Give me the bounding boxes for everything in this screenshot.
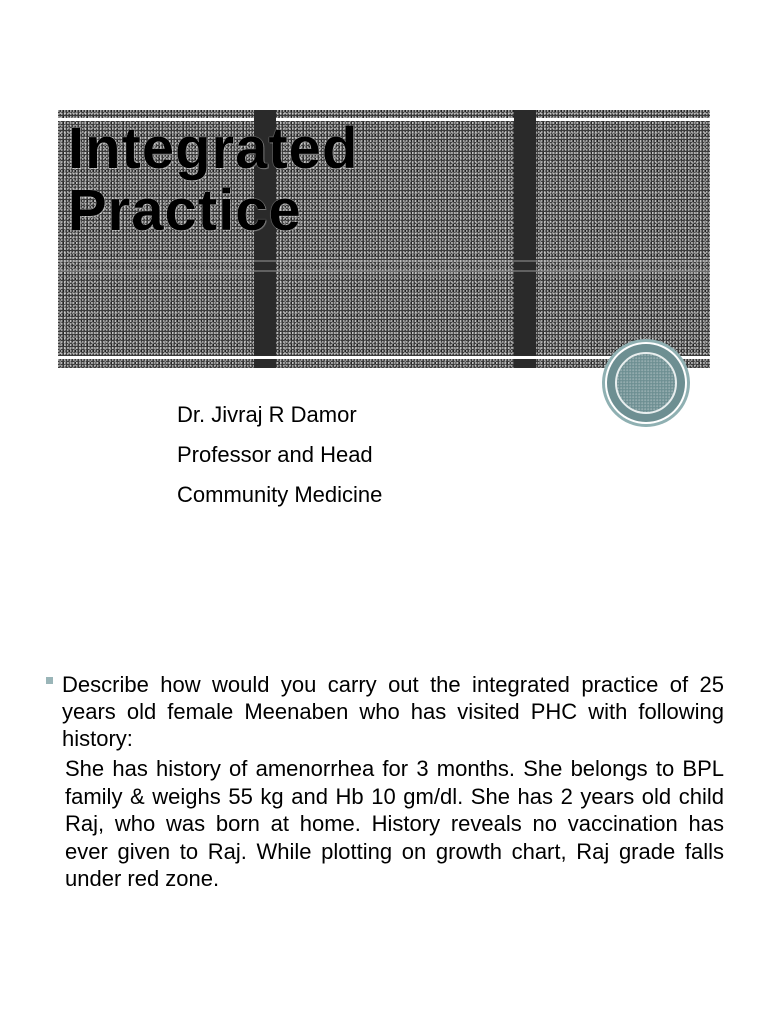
question-item bbox=[44, 671, 724, 752]
slide-title bbox=[68, 118, 568, 242]
question-text: Describe how would you carry out the integrated practice of 25 years old female Meenaben who has visited PHC with following history: bbox=[62, 672, 724, 751]
circle-ring bbox=[615, 352, 677, 414]
history-text: She has history of amenorrhea for 3 months. She belongs to BPL family & weighs 55 kg and Hb 10 gm/dl. She has 2 years old child Raj, who was born at home. History reveals no vaccination has ever given to Raj. While plotting on growth chart, Raj grade falls under red zone. bbox=[65, 756, 724, 891]
decorative-circle-icon bbox=[607, 344, 685, 422]
slide-title-line: Practice bbox=[68, 178, 302, 243]
author-block bbox=[177, 395, 382, 515]
author-name: Dr. Jivraj R Damor bbox=[177, 402, 357, 427]
slide-content bbox=[44, 671, 724, 893]
author-department: Community Medicine bbox=[177, 482, 383, 507]
banner-texture-line bbox=[58, 260, 710, 262]
bullet-square-icon bbox=[46, 677, 53, 684]
banner-texture-line bbox=[58, 270, 710, 272]
author-position: Professor and Head bbox=[177, 442, 373, 467]
banner-bottom-rule bbox=[58, 356, 710, 359]
slide-title-line: Integrated bbox=[68, 116, 359, 181]
